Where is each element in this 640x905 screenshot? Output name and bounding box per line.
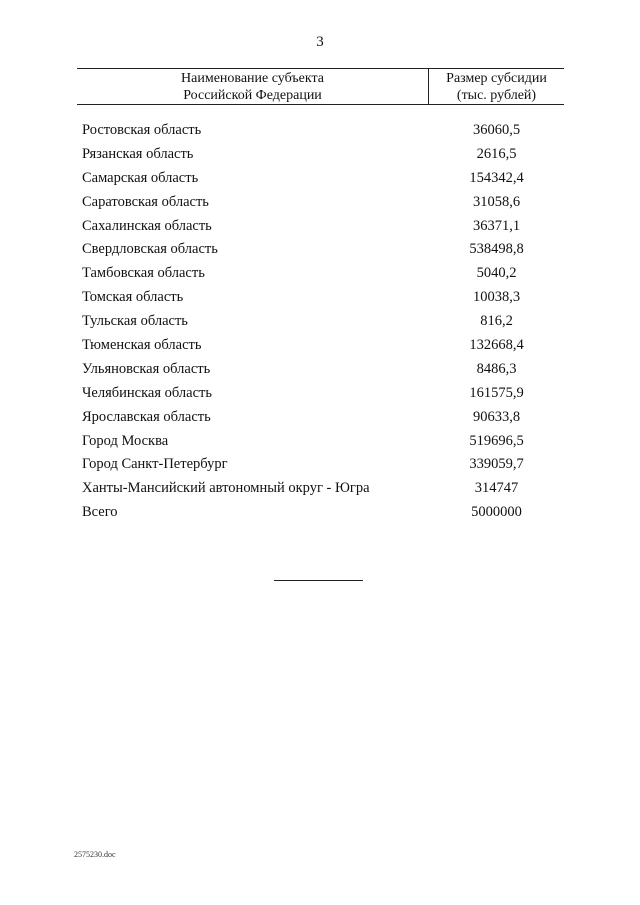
subsidy-amount: 519696,5 — [469, 432, 524, 449]
table-row — [0, 334, 640, 358]
subsidy-amount: 161575,9 — [469, 384, 524, 401]
header-subject-name-line-2: Российской Федерации — [183, 88, 322, 103]
region-name: Томская область — [82, 289, 184, 306]
subsidy-amount: 314747 — [474, 480, 519, 497]
header-subject-name-line-1: Наименование субъекта — [181, 71, 324, 86]
table-row — [0, 119, 640, 143]
region-name: Тамбовская область — [82, 265, 205, 282]
footer-file-name: 2575230.doc — [74, 850, 116, 859]
table-row — [0, 215, 640, 239]
subsidy-amount: 2616,5 — [476, 145, 517, 162]
subsidy-amount: 339059,7 — [469, 456, 524, 473]
region-name: Ханты-Мансийский автономный округ - Югра — [82, 480, 370, 497]
subsidy-amount: 538498,8 — [469, 241, 524, 258]
total-amount: 5000000 — [471, 504, 522, 521]
subsidy-amount: 816,2 — [480, 313, 513, 330]
subsidy-amount: 36371,1 — [472, 217, 521, 234]
region-name: Тульская область — [82, 313, 188, 330]
subsidy-amount: 10038,3 — [472, 289, 521, 306]
region-name: Ульяновская область — [82, 360, 211, 377]
subsidy-amount: 36060,5 — [472, 122, 521, 138]
region-name: Самарская область — [82, 169, 199, 186]
table-top-rule — [77, 68, 564, 69]
table-row — [0, 358, 640, 382]
document-end-line — [274, 580, 363, 581]
table-row — [0, 382, 640, 406]
header-subsidy-amount-line-1: Размер субсидии — [446, 71, 547, 86]
page-number: 3 — [316, 34, 324, 50]
region-name: Ростовская область — [82, 122, 202, 138]
table-row — [0, 262, 640, 286]
subsidy-amount: 132668,4 — [469, 337, 524, 354]
table-row — [0, 477, 640, 501]
table-row — [0, 167, 640, 191]
table-row — [0, 453, 640, 477]
subsidy-amount: 5040,2 — [476, 265, 517, 282]
table-row — [0, 143, 640, 167]
subsidy-amount: 31058,6 — [472, 193, 521, 210]
region-name: Сахалинская область — [82, 217, 212, 234]
header-subject-name — [77, 70, 428, 104]
total-label: Всего — [82, 504, 118, 521]
region-name: Город Москва — [82, 432, 169, 449]
header-subsidy-amount — [429, 70, 564, 104]
table-row — [0, 310, 640, 334]
subsidy-amount: 154342,4 — [469, 169, 524, 186]
region-name: Тюменская область — [82, 337, 202, 354]
subsidy-amount: 8486,3 — [476, 360, 517, 377]
region-name: Ярославская область — [82, 408, 211, 425]
region-name: Саратовская область — [82, 193, 209, 210]
table-row — [0, 286, 640, 310]
table-row — [0, 406, 640, 430]
table-row — [0, 238, 640, 262]
header-subsidy-amount-line-2: (тыс. рублей) — [456, 88, 537, 103]
table-header-rule — [77, 104, 564, 105]
table-row-total — [0, 501, 640, 525]
subsidy-amount: 90633,8 — [472, 408, 521, 425]
subsidy-table-body — [0, 119, 640, 525]
region-name: Город Санкт-Петербург — [82, 456, 228, 473]
region-name: Челябинская область — [82, 384, 212, 401]
table-row — [0, 191, 640, 215]
table-row — [0, 430, 640, 454]
region-name: Рязанская область — [82, 145, 194, 162]
region-name: Свердловская область — [82, 241, 218, 258]
